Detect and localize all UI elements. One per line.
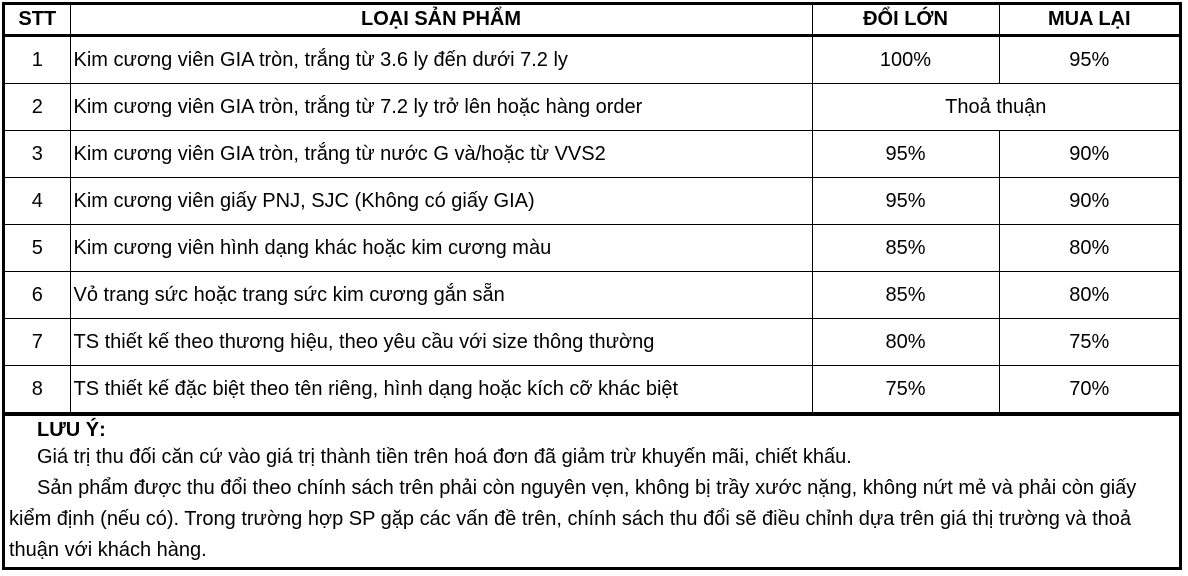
row-exchange: 75% [812, 366, 999, 413]
row-stt: 7 [5, 319, 70, 366]
row-product: Kim cương viên hình dạng khác hoặc kim cương màu [70, 225, 812, 272]
header-stt: STT [5, 5, 70, 36]
table-header-row [5, 5, 1179, 36]
table-row [5, 225, 1179, 272]
row-stt: 1 [5, 36, 70, 84]
row-stt: 4 [5, 178, 70, 225]
row-product: Kim cương viên GIA tròn, trắng từ nước G và/hoặc từ VVS2 [70, 131, 812, 178]
row-stt: 3 [5, 131, 70, 178]
table-row [5, 366, 1179, 413]
row-product: Vỏ trang sức hoặc trang sức kim cương gắn sẵn [70, 272, 812, 319]
table-row [5, 84, 1179, 131]
row-buyback: 90% [999, 131, 1179, 178]
table-row [5, 272, 1179, 319]
policy-table-container [2, 2, 1182, 570]
row-buyback: 90% [999, 178, 1179, 225]
row-buyback: 95% [999, 36, 1179, 84]
header-exchange: ĐỔI LỚN [812, 5, 999, 36]
row-exchange: 95% [812, 178, 999, 225]
notes-section [5, 413, 1179, 566]
row-stt: 2 [5, 84, 70, 131]
row-exchange: 95% [812, 131, 999, 178]
row-exchange: 85% [812, 225, 999, 272]
row-stt: 5 [5, 225, 70, 272]
row-exchange: 100% [812, 36, 999, 84]
note-item: Giá trị thu đối căn cứ vào giá trị thành tiền trên hoá đơn đã giảm trừ khuyến mãi, chiết khấu. [37, 446, 852, 468]
row-product: Kim cương viên GIA tròn, trắng từ 3.6 ly đến dưới 7.2 ly [70, 36, 812, 84]
row-product: TS thiết kế theo thương hiệu, theo yêu cầu với size thông thường [70, 319, 812, 366]
row-stt: 8 [5, 366, 70, 413]
row-stt: 6 [5, 272, 70, 319]
row-product: Kim cương viên giấy PNJ, SJC (Không có giấy GIA) [70, 178, 812, 225]
table-row [5, 131, 1179, 178]
row-buyback: 75% [999, 319, 1179, 366]
header-buyback: MUA LẠI [999, 5, 1179, 36]
note-item: Sản phẩm được thu đổi theo chính sách trên phải còn nguyên vẹn, không bị trầy xước nặng, không nứt mẻ và phải còn giấy kiểm định (nếu có). Trong trường hợp SP gặp các vấn đề trên, chính sách thu đổi sẽ điều chỉnh dựa trên giá thị trường và thoả thuận với khách hàng. [9, 477, 1137, 561]
row-exchange: 85% [812, 272, 999, 319]
row-negotiable: Thoả thuận [812, 84, 1179, 131]
row-buyback: 80% [999, 272, 1179, 319]
notes-title: LƯU Ý: [37, 419, 106, 441]
row-product: Kim cương viên GIA tròn, trắng từ 7.2 ly trở lên hoặc hàng order [70, 84, 812, 131]
table-row [5, 178, 1179, 225]
row-buyback: 80% [999, 225, 1179, 272]
exchange-policy-table [5, 5, 1179, 413]
table-row [5, 36, 1179, 84]
header-product: LOẠI SẢN PHẨM [70, 5, 812, 36]
row-exchange: 80% [812, 319, 999, 366]
row-product: TS thiết kế đặc biệt theo tên riêng, hình dạng hoặc kích cỡ khác biệt [70, 366, 812, 413]
table-row [5, 319, 1179, 366]
row-buyback: 70% [999, 366, 1179, 413]
